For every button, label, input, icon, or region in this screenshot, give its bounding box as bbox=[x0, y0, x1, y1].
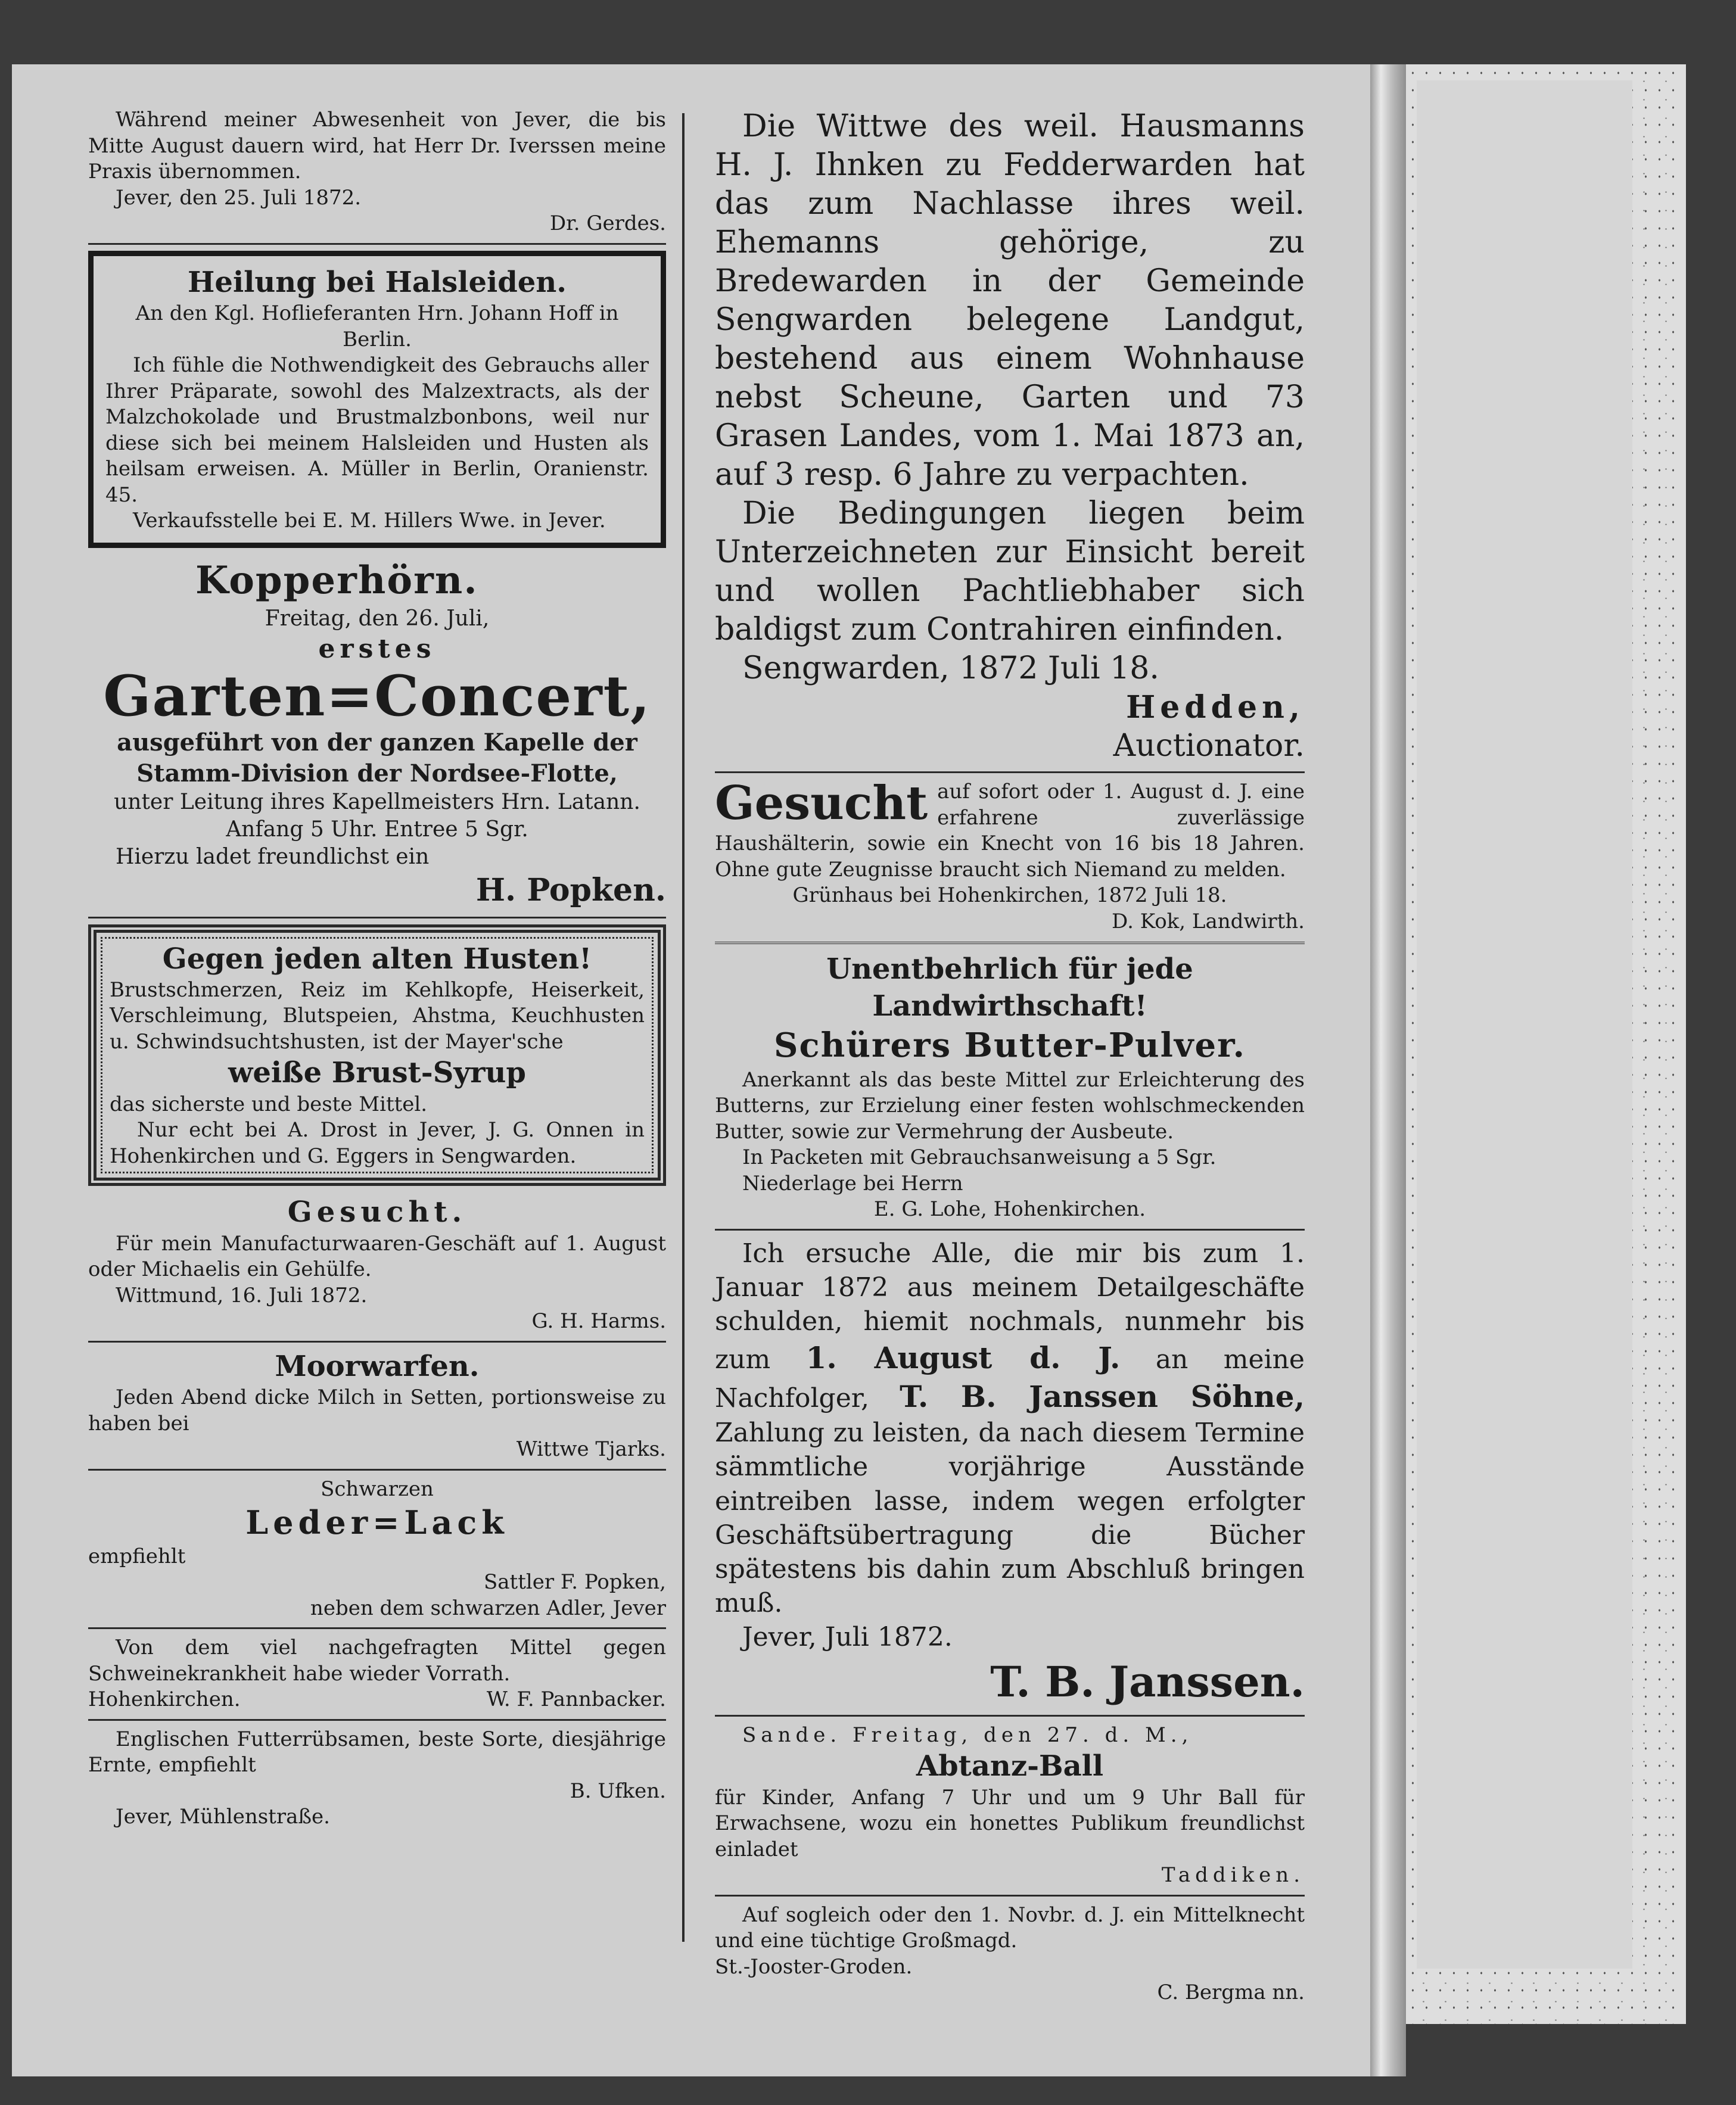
ad-ordinal: erstes bbox=[318, 633, 436, 664]
book-spine bbox=[1370, 64, 1406, 2076]
ad-depot: Niederlage bei Herrn bbox=[742, 1171, 963, 1195]
ad-sellers: Nur echt bei A. Drost in Jever, J. G. Onnen in Hohenkirchen und G. Eggers in Sengwarden. bbox=[110, 1118, 645, 1168]
ad-intro: Sande. Freitag, den 27. d. M., bbox=[742, 1723, 1193, 1747]
ad-signature: B. Ufken. bbox=[570, 1779, 666, 1803]
divider bbox=[715, 1895, 1305, 1897]
ad-text: Anerkannt als das beste Mittel zur Erleichterung des Butterns, zur Erzielung einer festen wohlschmeckenden Butter, sowie zur Vermehrung der Ausbeute. bbox=[715, 1067, 1305, 1144]
ad-text-part3: Zahlung zu leisten, da nach diesem Termine sämmtliche vorjährige Ausstände eintreiben lasse, indem wegen erfolgter Geschäftsübertragung die Bücher spätestens bis dahin zum Abschluß bringen muß. bbox=[715, 1418, 1305, 1619]
ad-signature: W. F. Pannbacker. bbox=[486, 1687, 666, 1712]
ad-text: empfiehlt bbox=[88, 1544, 186, 1568]
ad-text: Jeden Abend dicke Milch in Setten, portionsweise zu haben bei bbox=[88, 1385, 666, 1435]
ad-date: Sengwarden, 1872 Juli 18. bbox=[742, 650, 1159, 686]
ad-text: Die Wittwe des weil. Hausmanns H. J. Ihnken zu Fedderwarden hat das zum Nachlasse ihres weil. Ehemanns gehörige, zu Bredewarden in der Gemeinde Sengwarden belegene Landgut, bestehend aus einem Wohnhause nebst Scheune, Garten und 73 Grasen Landes, vom 1. Mai 1873 an, auf 3 resp. 6 Jahre zu verpachten. bbox=[715, 108, 1305, 493]
ad-addressee: An den Kgl. Hoflieferanten Hrn. Johann Hoff in Berlin. bbox=[135, 301, 619, 351]
divider bbox=[715, 771, 1305, 773]
ad-host: H. Popken. bbox=[475, 871, 666, 908]
ad-butter-pulver bbox=[715, 951, 1305, 1223]
ad-signature: G. H. Harms. bbox=[531, 1309, 666, 1334]
ad-product: weiße Brust-Syrup bbox=[228, 1056, 526, 1090]
ad-headline: Unentbehrlich für jede Landwirthschaft! bbox=[826, 952, 1193, 1023]
ad-text: Für mein Manufacturwaaren-Geschäft auf 1. August oder Michaelis ein Gehülfe. bbox=[88, 1231, 666, 1282]
ad-halsleiden bbox=[88, 251, 666, 548]
ad-place: Kopperhörn. bbox=[195, 558, 478, 603]
ad-pre: Schwarzen bbox=[321, 1477, 434, 1501]
ad-text: auf sofort oder 1. August d. J. eine erfahrene zuverlässige Haushälterin, sowie ein Knecht von 16 bis 18 Jahren. Ohne gute Zeugnisse braucht sich Niemand zu melden. bbox=[715, 780, 1305, 882]
ad-role: Auctionator. bbox=[1113, 728, 1305, 764]
ad-event: Garten=Concert, bbox=[103, 663, 651, 729]
column-divider bbox=[682, 113, 685, 1942]
ad-seller: Sattler F. Popken, bbox=[483, 1570, 666, 1595]
divider bbox=[88, 917, 666, 918]
ad-text-part1: Ich ersuche Alle, die mir bis zum 1. Januar 1872 aus meinem Detailgeschäfte schulden, hiemit nochmals, nunmehr bis zum bbox=[715, 1238, 1305, 1375]
ad-title: Abtanz-Ball bbox=[916, 1749, 1104, 1783]
ad-conductor: unter Leitung ihres Kapellmeisters Hrn. Latann. bbox=[114, 789, 640, 814]
divider bbox=[88, 1719, 666, 1721]
ad-signature: T. B. Janssen. bbox=[990, 1656, 1305, 1707]
ad-date: Freitag, den 26. Juli, bbox=[265, 606, 490, 631]
ad-title: Heilung bei Halsleiden. bbox=[188, 265, 567, 299]
ad-text: Ich fühle die Nothwendigkeit des Gebrauchs aller Ihrer Präparate, sowohl des Malzextracts, als der Malzchokolade und Brustmalzbonbons, weil nur diese sich bei meinem Halsleiden und Husten als heilsam erweisen. A. Müller in Berlin, Oranienstr. 45. bbox=[105, 353, 649, 507]
ad-text: für Kinder, Anfang 7 Uhr und um 9 Uhr Ball für Erwachsene, wozu ein honettes Publikum freundlichst einladet bbox=[715, 1785, 1305, 1861]
ad-product: Schürers Butter-Pulver. bbox=[774, 1025, 1246, 1065]
ad-signature: Hedden, bbox=[1126, 689, 1305, 725]
ad-text: Auf sogleich oder den 1. Novbr. d. J. ein Mittelknecht und eine tüchtige Großmagd. bbox=[715, 1902, 1305, 1953]
divider bbox=[715, 942, 1305, 944]
ad-place: St.-Jooster-Groden. bbox=[715, 1954, 913, 1979]
ad-janssen bbox=[715, 1237, 1305, 1709]
ad-lederlack bbox=[88, 1477, 666, 1621]
right-column bbox=[715, 107, 1305, 2006]
ad-gesucht-kok bbox=[715, 776, 1305, 935]
ad-title: Leder=Lack bbox=[245, 1503, 509, 1542]
ad-moorwarfen bbox=[88, 1349, 666, 1463]
ad-invite: Hierzu ladet freundlichst ein bbox=[116, 844, 430, 869]
ad-bold-firm: T. B. Janssen Söhne, bbox=[900, 1379, 1305, 1415]
ad-address: neben dem schwarzen Adler, Jever bbox=[310, 1596, 666, 1620]
ad-date: Jever, den 25. Juli 1872. bbox=[116, 185, 362, 210]
divider bbox=[715, 1229, 1305, 1231]
ad-seller: E. G. Lohe, Hohenkirchen. bbox=[873, 1197, 1146, 1222]
ad-signature: Taddiken. bbox=[1161, 1863, 1305, 1888]
ad-mittelknecht bbox=[715, 1902, 1305, 2006]
ad-gesucht-harms bbox=[88, 1194, 666, 1335]
ad-packets: In Packeten mit Gebrauchsanweisung a 5 Sgr. bbox=[742, 1145, 1217, 1170]
ad-details: Anfang 5 Uhr. Entree 5 Sgr. bbox=[226, 817, 528, 842]
ad-abtanzball bbox=[715, 1723, 1305, 1889]
ad-date: Wittmund, 16. Juli 1872. bbox=[116, 1283, 368, 1307]
ad-sales: Verkaufsstelle bei E. M. Hillers Wwe. in Jever. bbox=[133, 509, 606, 533]
ad-signature: D. Kok, Landwirth. bbox=[1112, 909, 1305, 933]
ad-date: Grünhaus bei Hohenkirchen, 1872 Juli 18. bbox=[792, 883, 1227, 908]
ad-signature: C. Bergma nn. bbox=[1157, 1981, 1305, 2005]
divider bbox=[88, 243, 666, 245]
ad-dr-gerdes bbox=[88, 107, 666, 237]
ad-text: Brustschmerzen, Reiz im Kehlkopfe, Heiserkeit, Verschleimung, Blutspeien, Ahstma, Keuchhusten u. Schwindsuchtshusten, ist der Mayer'sche bbox=[110, 977, 645, 1054]
ad-date: Jever, Juli 1872. bbox=[742, 1622, 953, 1653]
ad-title: Moorwarfen. bbox=[275, 1349, 480, 1383]
ad-title: Gesucht. bbox=[287, 1195, 467, 1229]
left-column bbox=[88, 107, 666, 1830]
ad-claim: das sicherste und beste Mittel. bbox=[110, 1092, 428, 1116]
ad-address: Jever, Mühlenstraße. bbox=[116, 1805, 330, 1829]
book-cover-inner bbox=[1417, 80, 1632, 1969]
divider bbox=[88, 1341, 666, 1343]
ad-text2: Die Bedingungen liegen beim Unterzeichneten zur Einsicht bereit und wollen Pachtliebhaber sich baldigst zum Contrahiren einfinden. bbox=[715, 496, 1305, 647]
ad-schweinekrankheit bbox=[88, 1635, 666, 1713]
ad-text bbox=[715, 1237, 1305, 1621]
ad-text-part2: an meine Nachfolger, bbox=[715, 1344, 1305, 1414]
ad-signature: Wittwe Tjarks. bbox=[516, 1437, 666, 1462]
ad-bold-date: 1. August d. J. bbox=[805, 1340, 1121, 1376]
ad-text: Von dem viel nachgefragten Mittel gegen Schweinekrankheit habe wieder Vorrath. bbox=[88, 1636, 666, 1686]
ad-husten bbox=[88, 924, 666, 1187]
divider bbox=[88, 1469, 666, 1471]
ad-text: Während meiner Abwesenheit von Jever, die bis Mitte August dauern wird, hat Herr Dr. Iverssen meine Praxis übernommen. bbox=[88, 108, 666, 184]
ad-place: Hohenkirchen. bbox=[88, 1687, 241, 1712]
ad-text: Englischen Futterrübsamen, beste Sorte, diesjährige Ernte, empfiehlt bbox=[88, 1727, 666, 1777]
divider bbox=[88, 1627, 666, 1629]
ad-landgut bbox=[715, 107, 1305, 765]
ad-footer bbox=[88, 1687, 666, 1713]
ad-signature: Dr. Gerdes. bbox=[549, 211, 666, 236]
ad-futterruebsamen bbox=[88, 1727, 666, 1830]
ad-kopperhoern bbox=[88, 556, 666, 911]
divider bbox=[715, 1715, 1305, 1717]
ad-title: Gesucht bbox=[715, 776, 928, 830]
ad-title: Gegen jeden alten Husten! bbox=[162, 942, 592, 976]
ad-performer: ausgeführt von der ganzen Kapelle der Stamm-Division der Nordsee-Flotte, bbox=[117, 728, 637, 787]
